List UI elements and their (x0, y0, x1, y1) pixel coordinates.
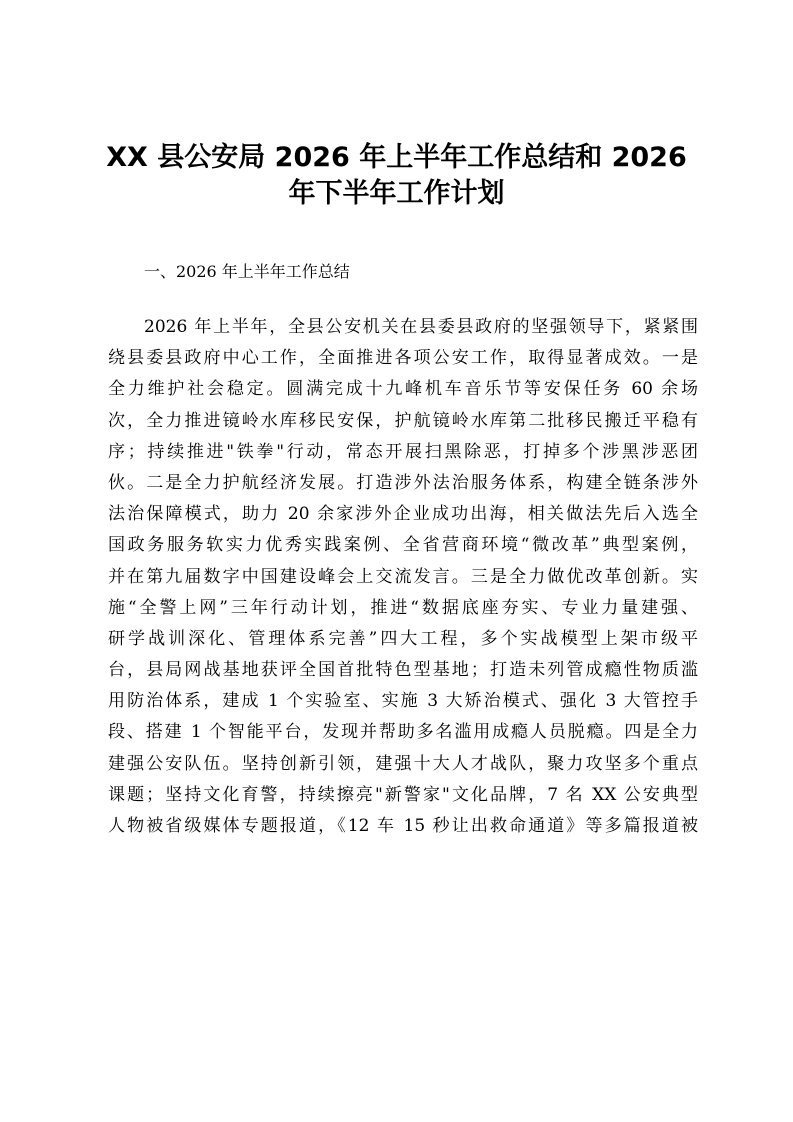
paragraph-line: 课题；坚持文化育警，持续擦亮"新警家"文化品牌，7 名 XX 公安典型 (108, 784, 698, 805)
paragraph-line: 段、搭建 1 个智能平台，发现并帮助多名滥用成瘾人员脱瘾。四是全力 (108, 722, 698, 743)
paragraph-line: 用防治体系，建成 1 个实验室、实施 3 大矫治模式、强化 3 大管控手 (108, 691, 698, 712)
body-paragraph (108, 312, 698, 842)
title-line-2: 年下半年工作计划 (288, 178, 505, 209)
paragraph-line: 全力维护社会稳定。圆满完成十九峰机车音乐节等安保任务 60 余场 (108, 379, 698, 400)
paragraph-line: 序；持续推进"铁拳"行动，常态开展扫黑除恶，打掉多个涉黑涉恶团 (108, 441, 698, 462)
paragraph-line: 伙。二是全力护航经济发展。打造涉外法治服务体系，构建全链条涉外 (108, 472, 698, 493)
paragraph-line: 次，全力推进镜岭水库移民安保，护航镜岭水库第二批移民搬迁平稳有 (108, 410, 698, 431)
paragraph-line: 2026 年上半年，全县公安机关在县委县政府的坚强领导下，紧紧围 (144, 317, 698, 337)
paragraph-line: 国政务服务软实力优秀实践案例、全省营商环境“微改革”典型案例， (108, 535, 698, 556)
title-line-1: XX 县公安局 2026 年上半年工作总结和 2026 (106, 142, 687, 173)
document-title (100, 140, 693, 212)
paragraph-line: 施“全警上网”三年行动计划，推进“数据底座夯实、专业力量建强、 (108, 597, 698, 618)
paragraph-line: 法治保障模式，助力 20 余家涉外企业成功出海，相关做法先后入选全 (108, 504, 698, 525)
paragraph-line: 台，县局网战基地获评全国首批特色型基地；打造未列管成瘾性物质滥 (108, 660, 698, 681)
paragraph-line: 研学战训深化、管理体系完善”四大工程，多个实战模型上架市级平 (108, 628, 698, 649)
paragraph-line: 建强公安队伍。坚持创新引领，建强十大人才战队，聚力攻坚多个重点 (108, 753, 698, 774)
paragraph-line: 绕县委县政府中心工作，全面推进各项公安工作，取得显著成效。一是 (108, 348, 698, 369)
section-heading: 一、2026 年上半年工作总结 (144, 262, 350, 281)
paragraph-line: 并在第九届数字中国建设峰会上交流发言。三是全力做优改革创新。实 (108, 566, 698, 587)
paragraph-line: 人物被省级媒体专题报道，《12 车 15 秒让出救命通道》等多篇报道被 (108, 816, 698, 836)
